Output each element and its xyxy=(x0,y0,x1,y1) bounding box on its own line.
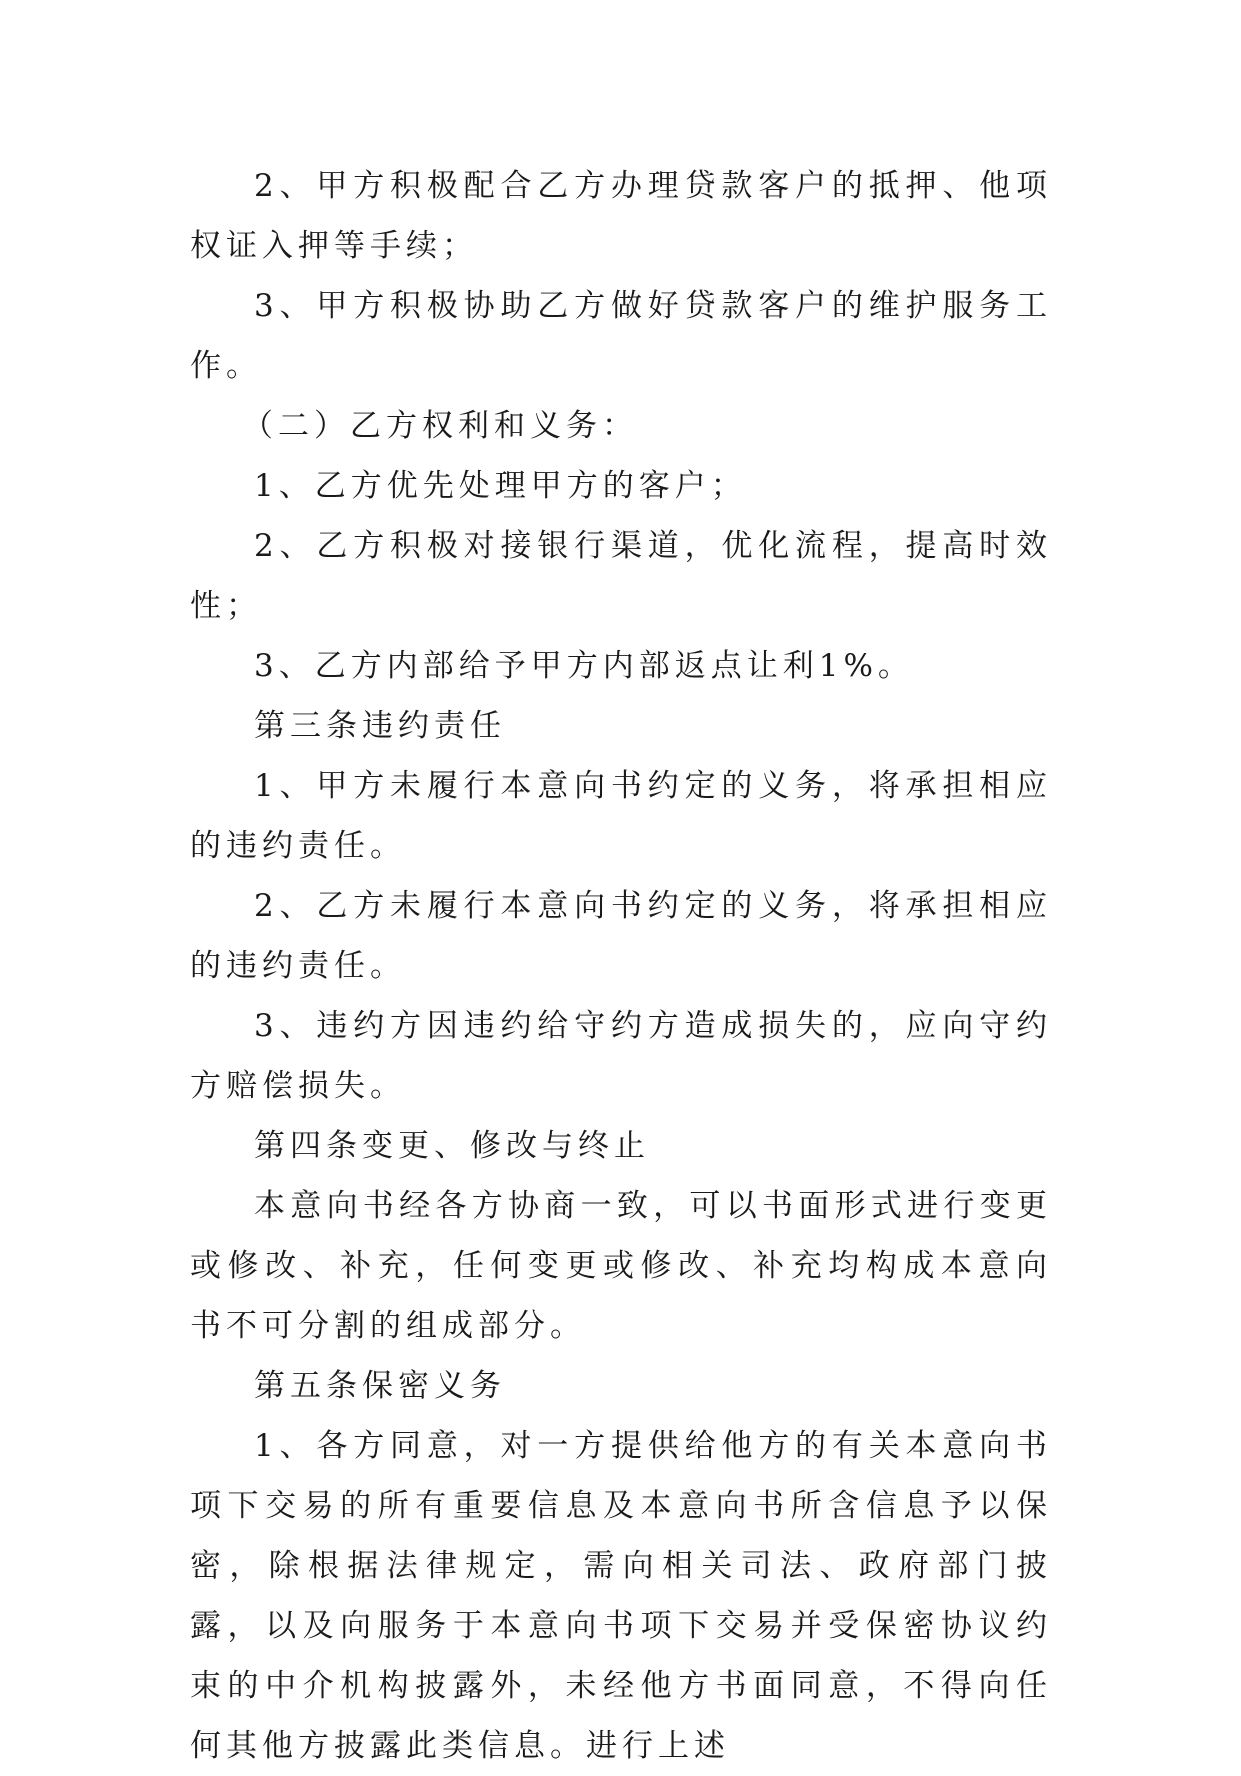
paragraph-party-a-mortgage-cooperation: 2、甲方积极配合乙方办理贷款客户的抵押、他项权证入押等手续； xyxy=(190,168,1052,264)
paragraph-breach-party-b: 2、乙方未履行本意向书约定的义务，将承担相应的违约责任。 xyxy=(190,888,1052,984)
paragraph-party-b-rebate: 3、乙方内部给予甲方内部返点让利1%。 xyxy=(254,648,914,684)
paragraph-breach-compensation: 3、违约方因违约给守约方造成损失的，应向守约方赔偿损失。 xyxy=(190,1008,1052,1104)
paragraph-party-a-client-maintenance: 3、甲方积极协助乙方做好贷款客户的维护服务工作。 xyxy=(190,288,1052,384)
heading-article-3-breach: 第三条违约责任 xyxy=(254,708,506,744)
heading-article-5-confidentiality: 第五条保密义务 xyxy=(254,1368,506,1404)
paragraph-party-b-priority: 1、乙方优先处理甲方的客户； xyxy=(254,468,747,504)
paragraph-amendment: 本意向书经各方协商一致，可以书面形式进行变更或修改、补充，任何变更或修改、补充均构成本意向书不可分割的组成部分。 xyxy=(190,1188,1052,1344)
paragraph-breach-party-a: 1、甲方未履行本意向书约定的义务，将承担相应的违约责任。 xyxy=(190,768,1052,864)
paragraph-party-b-bank-channel: 2、乙方积极对接银行渠道，优化流程，提高时效性； xyxy=(190,528,1052,624)
document-body xyxy=(190,156,1052,1776)
heading-article-4-amendment: 第四条变更、修改与终止 xyxy=(254,1128,650,1164)
paragraph-confidentiality: 1、各方同意，对一方提供给他方的有关本意向书项下交易的所有重要信息及本意向书所含信息予以保密，除根据法律规定，需向相关司法、政府部门披露，以及向服务于本意向书项下交易并受保密协议约束的中介机构披露外，未经他方书面同意，不得向任何其他方披露此类信息。进行上述 xyxy=(190,1428,1052,1764)
heading-party-b-rights-obligations: （二）乙方权利和义务： xyxy=(242,408,638,444)
